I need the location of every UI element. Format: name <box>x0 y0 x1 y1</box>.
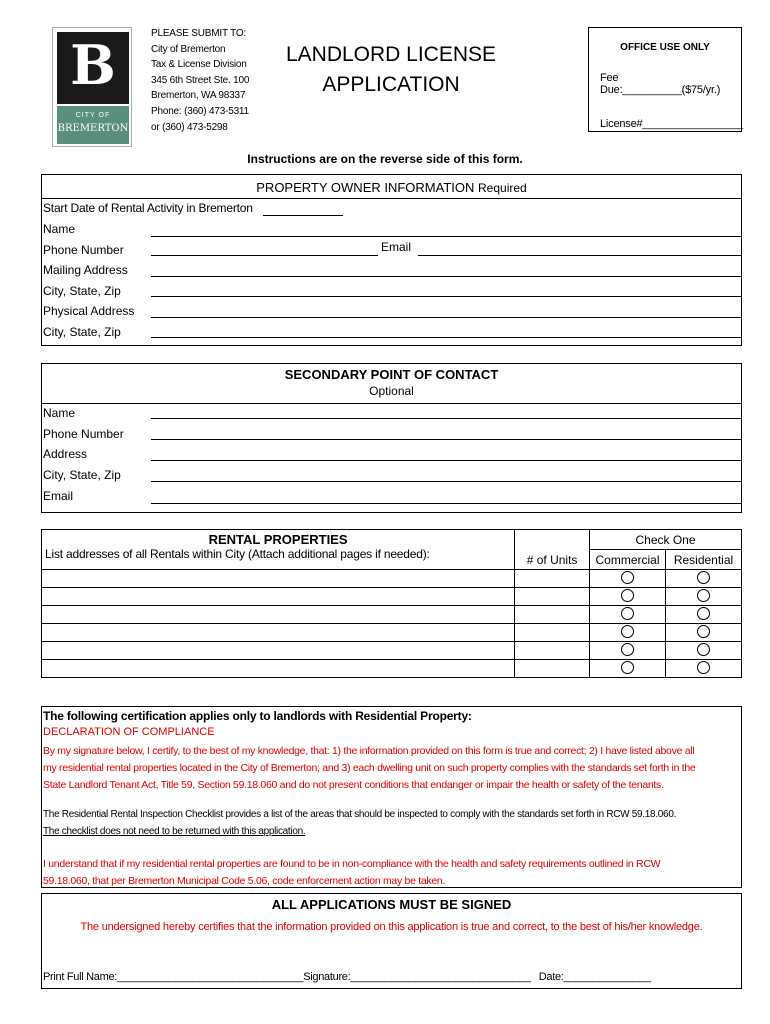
submit-line: or (360) 473-5298 <box>151 121 228 133</box>
table-row <box>42 660 742 678</box>
optional-tag: Optional <box>369 384 414 398</box>
commercial-radio[interactable] <box>621 589 634 602</box>
required-tag: Required <box>478 181 527 195</box>
office-use-heading: OFFICE USE ONLY <box>620 42 710 53</box>
table-row <box>42 606 742 624</box>
residential-radio[interactable] <box>697 589 710 602</box>
owner-phone-label: Phone Number <box>43 243 124 257</box>
owner-name-input[interactable] <box>151 236 741 237</box>
declaration-line: my residential rental properties located in the City of Bremerton; and 3) each dwelling unit on such property complies with the standards set forth in the <box>43 762 696 774</box>
residential-header: Residential <box>666 550 742 570</box>
noncompliance-text <box>43 856 660 890</box>
noncompliance-line: I understand that if my residential rental properties are found to be in non-compliance with the health and safety requirements outlined in RCW <box>43 858 661 870</box>
mailing-city-label: City, State, Zip <box>43 284 121 298</box>
residential-radio[interactable] <box>697 625 710 638</box>
residential-radio[interactable] <box>697 661 710 674</box>
commercial-radio[interactable] <box>621 625 634 638</box>
property-owner-section <box>41 174 742 346</box>
units-cell[interactable] <box>515 624 590 642</box>
owner-email-input[interactable] <box>418 255 741 256</box>
signature-section <box>41 893 742 989</box>
commercial-radio[interactable] <box>621 643 634 656</box>
address-cell[interactable] <box>42 642 515 660</box>
submit-line: 345 6th Street Ste. 100 <box>151 74 250 86</box>
owner-heading <box>42 180 741 195</box>
secondary-phone-label: Phone Number <box>43 427 124 441</box>
address-cell[interactable] <box>42 660 515 678</box>
logo-name-text: BREMERTON <box>57 123 129 134</box>
address-cell[interactable] <box>42 570 515 588</box>
mailing-address-input[interactable] <box>151 276 741 277</box>
residential-radio[interactable] <box>697 643 710 656</box>
units-cell[interactable] <box>515 606 590 624</box>
city-logo <box>52 27 132 147</box>
submit-line: PLEASE SUBMIT TO: <box>151 28 246 39</box>
declaration-text <box>43 743 741 794</box>
table-row <box>42 588 742 606</box>
table-row <box>42 642 742 660</box>
secondary-heading: SECONDARY POINT OF CONTACT <box>284 367 499 382</box>
certifies-text: The undersigned hereby certifies that the information provided on this application is true and correct, to the best of his/her knowledge. <box>80 921 703 933</box>
submit-to-address <box>151 26 249 135</box>
title-line2: APPLICATION <box>322 73 460 96</box>
owner-heading-text: PROPERTY OWNER INFORMATION <box>256 180 475 195</box>
residential-radio[interactable] <box>697 571 710 584</box>
physical-city-label: City, State, Zip <box>43 325 121 339</box>
logo-letter: B <box>70 33 116 97</box>
date-field[interactable]: Date:_______________ <box>538 971 651 983</box>
secondary-email-label: Email <box>43 489 74 503</box>
start-date-input[interactable] <box>263 215 343 216</box>
units-cell[interactable] <box>515 570 590 588</box>
table-row <box>42 570 742 588</box>
commercial-radio[interactable] <box>621 607 634 620</box>
submit-line: Phone: (360) 473-5311 <box>151 105 249 117</box>
secondary-address-input[interactable] <box>151 460 741 461</box>
fee-due-field: Fee Due:__________($75/yr.) <box>600 72 721 96</box>
sign-heading: ALL APPLICATIONS MUST BE SIGNED <box>271 897 512 912</box>
submit-line: City of Bremerton <box>151 43 226 55</box>
owner-phone-input[interactable] <box>151 255 378 256</box>
commercial-header: Commercial <box>590 550 666 570</box>
owner-name-label: Name <box>43 222 76 236</box>
check-one-header: Check One <box>590 530 742 550</box>
address-cell[interactable] <box>42 606 515 624</box>
instructions-note: Instructions are on the reverse side of this form. <box>247 152 523 166</box>
noncompliance-line: 59.18.060, that per Bremerton Municipal Code 5.06, code enforcement action may be taken. <box>43 875 446 887</box>
title-line1: LANDLORD LICENSE <box>285 43 497 66</box>
units-cell[interactable] <box>515 588 590 606</box>
mailing-city-input[interactable] <box>151 296 741 297</box>
address-cell[interactable] <box>42 588 515 606</box>
commercial-radio[interactable] <box>621 661 634 674</box>
units-cell[interactable] <box>515 642 590 660</box>
start-date-label: Start Date of Rental Activity in Bremerton <box>43 201 253 215</box>
physical-city-input[interactable] <box>151 337 741 338</box>
physical-address-input[interactable] <box>151 317 741 318</box>
secondary-name-label: Name <box>43 406 76 420</box>
units-header: # of Units <box>515 530 590 570</box>
secondary-address-label: Address <box>43 447 88 461</box>
certification-section <box>41 706 742 888</box>
owner-email-label: Email <box>381 240 412 254</box>
print-name-field[interactable]: Print Full Name:________________________________ <box>43 971 304 983</box>
units-cell[interactable] <box>515 660 590 678</box>
submit-line: Tax & License Division <box>151 59 247 71</box>
form-title <box>282 40 500 100</box>
secondary-phone-input[interactable] <box>151 439 741 440</box>
office-use-box <box>588 27 742 132</box>
rental-properties-table <box>41 529 742 678</box>
declaration-line: State Landlord Tenant Act, Title 59, Section 59.18.060 and do not present conditions that endanger or impair the health or safety of the tenants. <box>43 779 664 791</box>
rental-heading: RENTAL PROPERTIES <box>208 532 348 547</box>
logo-city-text: CITY OF <box>75 112 111 119</box>
secondary-contact-section <box>41 363 742 513</box>
rental-instructions: List addresses of all Rentals within City (Attach additional pages if needed): <box>45 547 430 561</box>
signature-field[interactable]: Signature:_______________________________ <box>303 971 531 983</box>
residential-radio[interactable] <box>697 607 710 620</box>
secondary-email-input[interactable] <box>151 503 741 504</box>
submit-line: Bremerton, WA 98337 <box>151 90 246 102</box>
commercial-radio[interactable] <box>621 571 634 584</box>
checklist-note: The Residential Rental Inspection Checklist provides a list of the areas that should be inspected to comply with the standards set forth in RCW 59.18.060. <box>43 809 677 820</box>
mailing-address-label: Mailing Address <box>43 263 128 277</box>
secondary-city-label: City, State, Zip <box>43 468 121 482</box>
checklist-return-note: The checklist does not need to be returned with this application. <box>43 826 306 837</box>
physical-address-label: Physical Address <box>43 304 135 318</box>
secondary-name-input[interactable] <box>151 418 741 419</box>
cert-heading: The following certification applies only to landlords with Residential Property: <box>43 709 472 723</box>
table-row <box>42 624 742 642</box>
secondary-city-input[interactable] <box>151 481 741 482</box>
license-number-field: License#_________________ <box>600 118 744 130</box>
declaration-heading: DECLARATION OF COMPLIANCE <box>43 726 215 738</box>
address-cell[interactable] <box>42 624 515 642</box>
declaration-line: By my signature below, I certify, to the best of my knowledge, that: 1) the information provided on this form is true and correct; 2) I have listed above all <box>43 745 695 757</box>
